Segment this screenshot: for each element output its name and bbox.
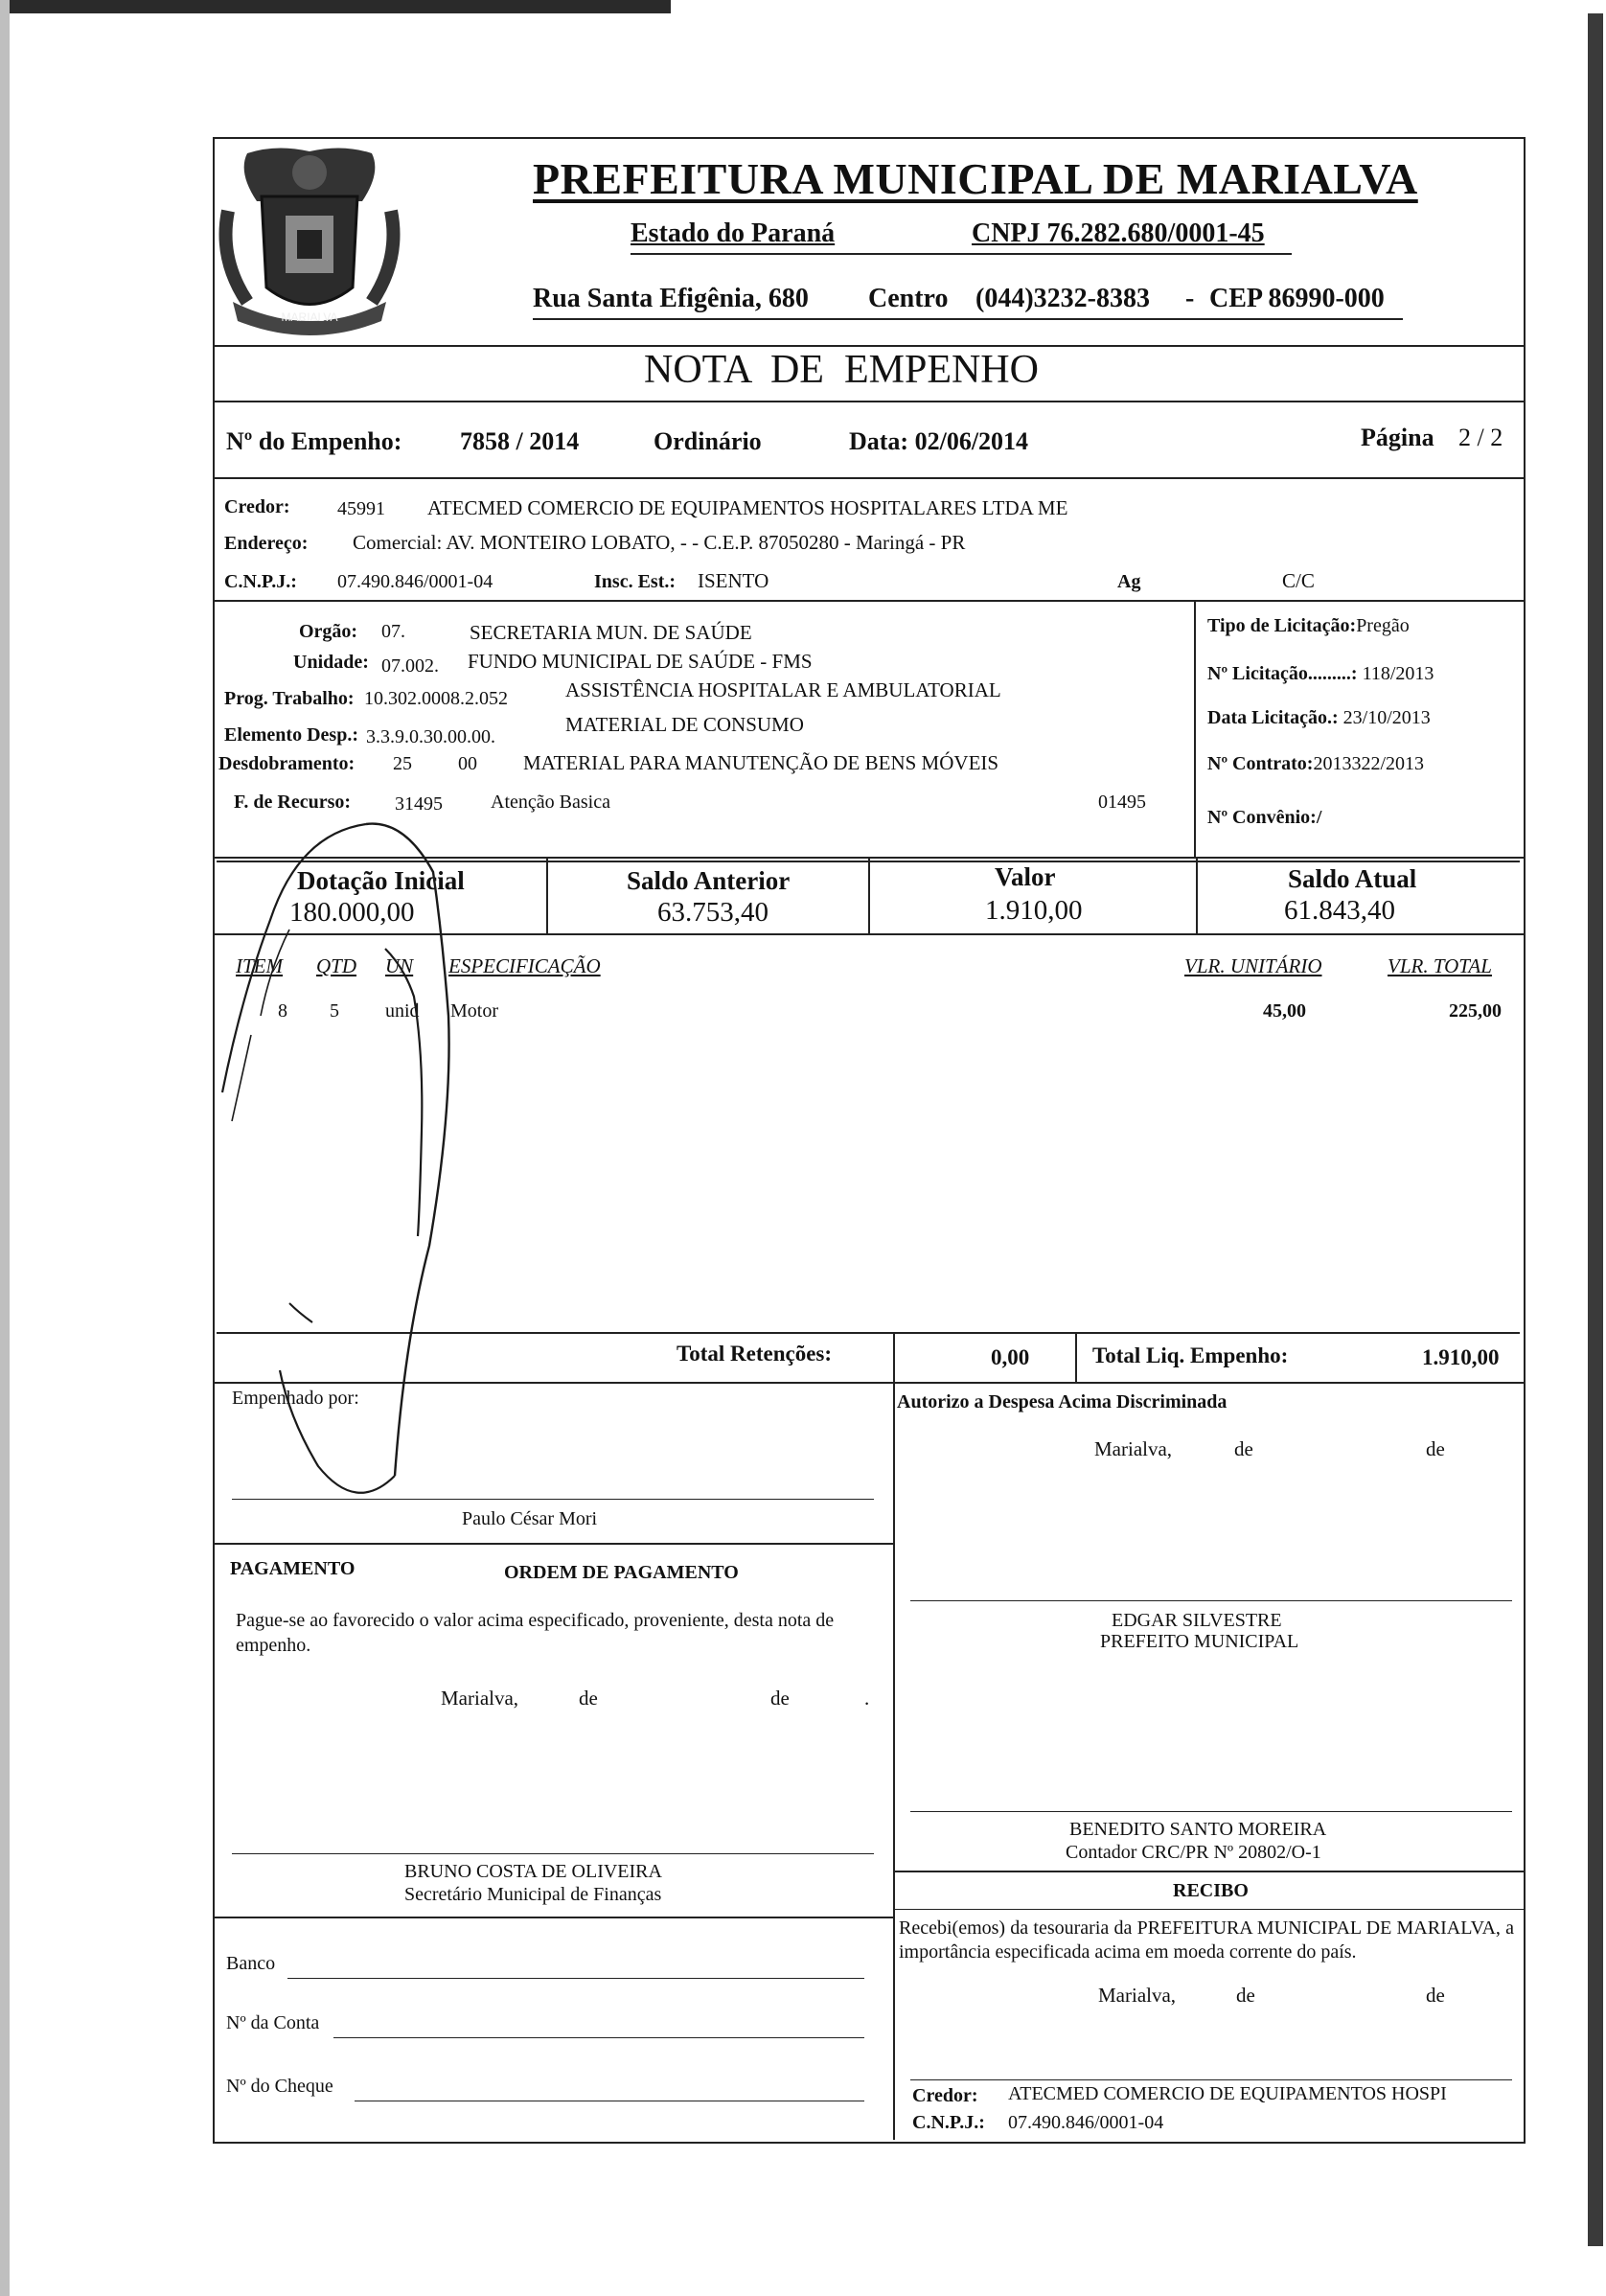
items-header-item: ITEM bbox=[236, 954, 283, 977]
prog-name: ASSISTÊNCIA HOSPITALAR E AMBULATORIAL bbox=[565, 678, 1001, 701]
items-header-total: VLR. TOTAL bbox=[1388, 954, 1492, 977]
empenho-label: Nº do Empenho: bbox=[226, 427, 402, 455]
document-title: NOTA DE EMPENHO bbox=[644, 348, 1039, 392]
recibo-label: RECIBO bbox=[1173, 1880, 1249, 1901]
pague-text: Pague-se ao favorecido o valor acima especificado, proveniente, desta nota de empenho. bbox=[236, 1610, 835, 1656]
valor-label: Valor bbox=[995, 862, 1056, 891]
licitacao-data-label: Data Licitação.: bbox=[1207, 707, 1339, 728]
header-district: Centro bbox=[868, 284, 949, 313]
rule-recibo-top bbox=[893, 1871, 1524, 1872]
cc-label: C/C bbox=[1282, 569, 1315, 592]
desd-code1: 25 bbox=[393, 753, 412, 774]
accountant-name: BENEDITO SANTO MOREIRA bbox=[1069, 1819, 1327, 1840]
recurso-label: F. de Recurso: bbox=[234, 792, 352, 813]
rule-totals-div-1 bbox=[893, 1332, 895, 1382]
autorizo-label: Autorizo a Despesa Acima Discriminada bbox=[897, 1391, 1227, 1412]
items-header-qtd: QTD bbox=[316, 954, 357, 977]
recibo-de-2: de bbox=[1426, 1984, 1445, 2007]
rule-saldo-div-3 bbox=[1196, 859, 1198, 933]
rule-title-bottom bbox=[213, 401, 1524, 402]
scan-edge-left bbox=[0, 0, 10, 2296]
header-cep: CEP 86990-000 bbox=[1209, 284, 1385, 313]
recurso-ref: 01495 bbox=[1098, 792, 1146, 813]
desd-name: MATERIAL PARA MANUTENÇÃO DE BENS MÓVEIS bbox=[523, 751, 999, 774]
header-street: Rua Santa Efigênia, 680 bbox=[533, 284, 809, 313]
items-header-unit: VLR. UNITÁRIO bbox=[1184, 954, 1322, 977]
licitacao-contrato-value: 2013322/2013 bbox=[1313, 753, 1425, 774]
licitacao-num-value: 118/2013 bbox=[1362, 663, 1434, 684]
right-de-2: de bbox=[1426, 1437, 1445, 1460]
licitacao-tipo-label: Tipo de Licitação: bbox=[1207, 615, 1357, 636]
header-underline-1 bbox=[631, 253, 1292, 255]
header-cnpj: CNPJ 76.282.680/0001-45 bbox=[972, 218, 1265, 248]
mayor-name: EDGAR SILVESTRE bbox=[1112, 1610, 1282, 1631]
unidade-name: FUNDO MUNICIPAL DE SAÚDE - FMS bbox=[468, 650, 813, 673]
recurso-code: 31495 bbox=[395, 793, 443, 815]
secretary-title: Secretário Municipal de Finanças bbox=[404, 1884, 662, 1905]
dotacao-label: Dotação Inicial bbox=[297, 866, 465, 895]
recibo-cnpj-value: 07.490.846/0001-04 bbox=[1008, 2112, 1164, 2133]
item-unit-value: 45,00 bbox=[1263, 1000, 1306, 1022]
valor-value: 1.910,00 bbox=[985, 895, 1083, 926]
licitacao-data-value: 23/10/2013 bbox=[1342, 707, 1431, 728]
conta-label: Nº da Conta bbox=[226, 2012, 320, 2033]
item-total-value: 225,00 bbox=[1449, 1000, 1502, 1022]
handwritten-signature bbox=[213, 805, 692, 1514]
unidade-code: 07.002. bbox=[381, 655, 439, 677]
elem-code: 3.3.9.0.30.00.00. bbox=[366, 726, 495, 747]
rule-credor-bottom bbox=[213, 600, 1524, 602]
item-espec: Motor bbox=[450, 1000, 498, 1022]
conta-field-line bbox=[333, 2037, 864, 2038]
insc-label: Insc. Est.: bbox=[594, 571, 677, 592]
liq-empenho-label: Total Liq. Empenho: bbox=[1092, 1343, 1289, 1367]
prog-code: 10.302.0008.2.052 bbox=[364, 688, 508, 709]
item-un: unid bbox=[385, 1000, 420, 1022]
left-de-1: de bbox=[579, 1687, 598, 1710]
recibo-place: Marialva, bbox=[1098, 1984, 1177, 2007]
ordem-pagamento-label: ORDEM DE PAGAMENTO bbox=[504, 1562, 739, 1583]
item-number: 8 bbox=[278, 1000, 287, 1022]
scan-edge-top bbox=[0, 0, 671, 13]
unidade-label: Unidade: bbox=[293, 652, 369, 673]
credor-label: Credor: bbox=[224, 496, 290, 517]
cnpj-value: 07.490.846/0001-04 bbox=[337, 571, 493, 592]
desd-label: Desdobramento: bbox=[218, 753, 356, 774]
banco-field-line bbox=[287, 1978, 864, 1979]
mayor-title: PREFEITO MUNICIPAL bbox=[1100, 1631, 1299, 1652]
rule-banco-top bbox=[213, 1917, 895, 1918]
rule-saldo-div-2 bbox=[868, 859, 870, 933]
left-place: Marialva, bbox=[441, 1687, 519, 1710]
pagamento-label: PAGAMENTO bbox=[230, 1558, 356, 1579]
header-phone: (044)3232-8383 bbox=[975, 284, 1150, 313]
cnpj-label: C.N.P.J.: bbox=[224, 571, 297, 592]
elem-label: Elemento Desp.: bbox=[224, 724, 358, 746]
saldo-anterior-value: 63.753,40 bbox=[657, 897, 769, 928]
recibo-credor-label: Credor: bbox=[912, 2085, 978, 2106]
address-label: Endereço: bbox=[224, 533, 309, 554]
saldo-anterior-label: Saldo Anterior bbox=[627, 866, 791, 895]
accountant-title: Contador CRC/PR Nº 20802/O-1 bbox=[1066, 1842, 1321, 1863]
header-underline-2 bbox=[533, 318, 1403, 320]
mayor-signature-line bbox=[910, 1600, 1512, 1601]
header-state: Estado do Paraná bbox=[631, 218, 836, 248]
licitacao-num bbox=[1207, 663, 1434, 685]
recibo-cnpj-label: C.N.P.J.: bbox=[912, 2112, 985, 2133]
prog-label: Prog. Trabalho: bbox=[224, 688, 355, 709]
left-date-dot: . bbox=[864, 1687, 870, 1710]
dotacao-value: 180.000,00 bbox=[289, 897, 415, 928]
recurso-name: Atenção Basica bbox=[491, 792, 610, 813]
rule-totals-div-2 bbox=[1075, 1332, 1077, 1382]
right-place: Marialva, bbox=[1094, 1437, 1173, 1460]
scan-edge-right bbox=[1588, 13, 1603, 2246]
secretary-signature-line bbox=[232, 1853, 874, 1854]
empenho-date: Data: 02/06/2014 bbox=[849, 427, 1029, 455]
recibo-credor-name: ATECMED COMERCIO DE EQUIPAMENTOS HOSPI bbox=[1008, 2083, 1447, 2104]
left-de-2: de bbox=[770, 1687, 790, 1710]
empenhado-name: Paulo César Mori bbox=[462, 1508, 598, 1529]
empenho-type: Ordinário bbox=[654, 427, 762, 455]
licitacao-num-label: Nº Licitação.........: bbox=[1207, 663, 1358, 684]
empenho-number: 7858 / 2014 bbox=[460, 427, 580, 455]
municipal-coat-of-arms-logo bbox=[218, 144, 401, 335]
header-separator: - bbox=[1185, 284, 1195, 313]
licitacao-contrato-label: Nº Contrato: bbox=[1207, 753, 1314, 774]
items-header-espec: ESPECIFICAÇÃO bbox=[448, 954, 601, 977]
svg-text:MARIALVA: MARIALVA bbox=[281, 310, 338, 324]
licitacao-contrato bbox=[1207, 753, 1424, 775]
orgao-code: 07. bbox=[381, 621, 405, 642]
orgao-label: Orgão: bbox=[299, 621, 358, 642]
desd-code2: 00 bbox=[458, 753, 477, 774]
items-header-un: UN bbox=[385, 954, 414, 977]
address-value: Comercial: AV. MONTEIRO LOBATO, - - C.E.P. 87050280 - Maringá - PR bbox=[353, 531, 966, 554]
accountant-signature-line bbox=[910, 1811, 1512, 1812]
right-de-1: de bbox=[1234, 1437, 1253, 1460]
retencoes-label: Total Retenções: bbox=[677, 1342, 833, 1366]
secretary-name: BRUNO COSTA DE OLIVEIRA bbox=[404, 1861, 662, 1882]
recibo-text: Recebi(emos) da tesouraria da PREFEITURA MUNICIPAL DE MARIALVA, a importância especificada acima em moeda corrente do país. bbox=[899, 1917, 1514, 1963]
empenhado-label: Empenhado por: bbox=[232, 1388, 359, 1409]
recibo-de-1: de bbox=[1236, 1984, 1255, 2007]
credor-name: ATECMED COMERCIO DE EQUIPAMENTOS HOSPITALARES LTDA ME bbox=[427, 496, 1068, 519]
licitacao-tipo bbox=[1207, 615, 1410, 637]
page-label: Página bbox=[1361, 424, 1434, 451]
rule-empenho-bottom bbox=[213, 477, 1524, 479]
page-number: 2 / 2 bbox=[1458, 424, 1503, 451]
elem-name: MATERIAL DE CONSUMO bbox=[565, 713, 804, 736]
licitacao-data bbox=[1207, 707, 1431, 729]
rule-budget-divider bbox=[1194, 600, 1196, 857]
cheque-label: Nº do Cheque bbox=[226, 2076, 333, 2097]
credor-code: 45991 bbox=[337, 498, 385, 519]
liq-empenho-value: 1.910,00 bbox=[1422, 1345, 1500, 1369]
rule-pagamento-top bbox=[213, 1543, 895, 1545]
orgao-name: SECRETARIA MUN. DE SAÚDE bbox=[470, 621, 752, 644]
item-qtd: 5 bbox=[330, 1000, 339, 1022]
insc-value: ISENTO bbox=[698, 569, 769, 592]
saldo-atual-label: Saldo Atual bbox=[1288, 864, 1417, 893]
rule-lower-center bbox=[893, 1382, 895, 2140]
rule-recibo-under bbox=[893, 1909, 1524, 1910]
retencoes-value: 0,00 bbox=[991, 1345, 1030, 1369]
banco-label: Banco bbox=[226, 1953, 276, 1974]
licitacao-convenio: Nº Convênio:/ bbox=[1207, 807, 1322, 828]
header-title: PREFEITURA MUNICIPAL DE MARIALVA bbox=[533, 154, 1418, 203]
licitacao-tipo-value: Pregão bbox=[1356, 615, 1410, 636]
ag-label: Ag bbox=[1117, 571, 1141, 592]
saldo-atual-value: 61.843,40 bbox=[1284, 895, 1395, 926]
credor-signature-line bbox=[910, 2079, 1512, 2080]
